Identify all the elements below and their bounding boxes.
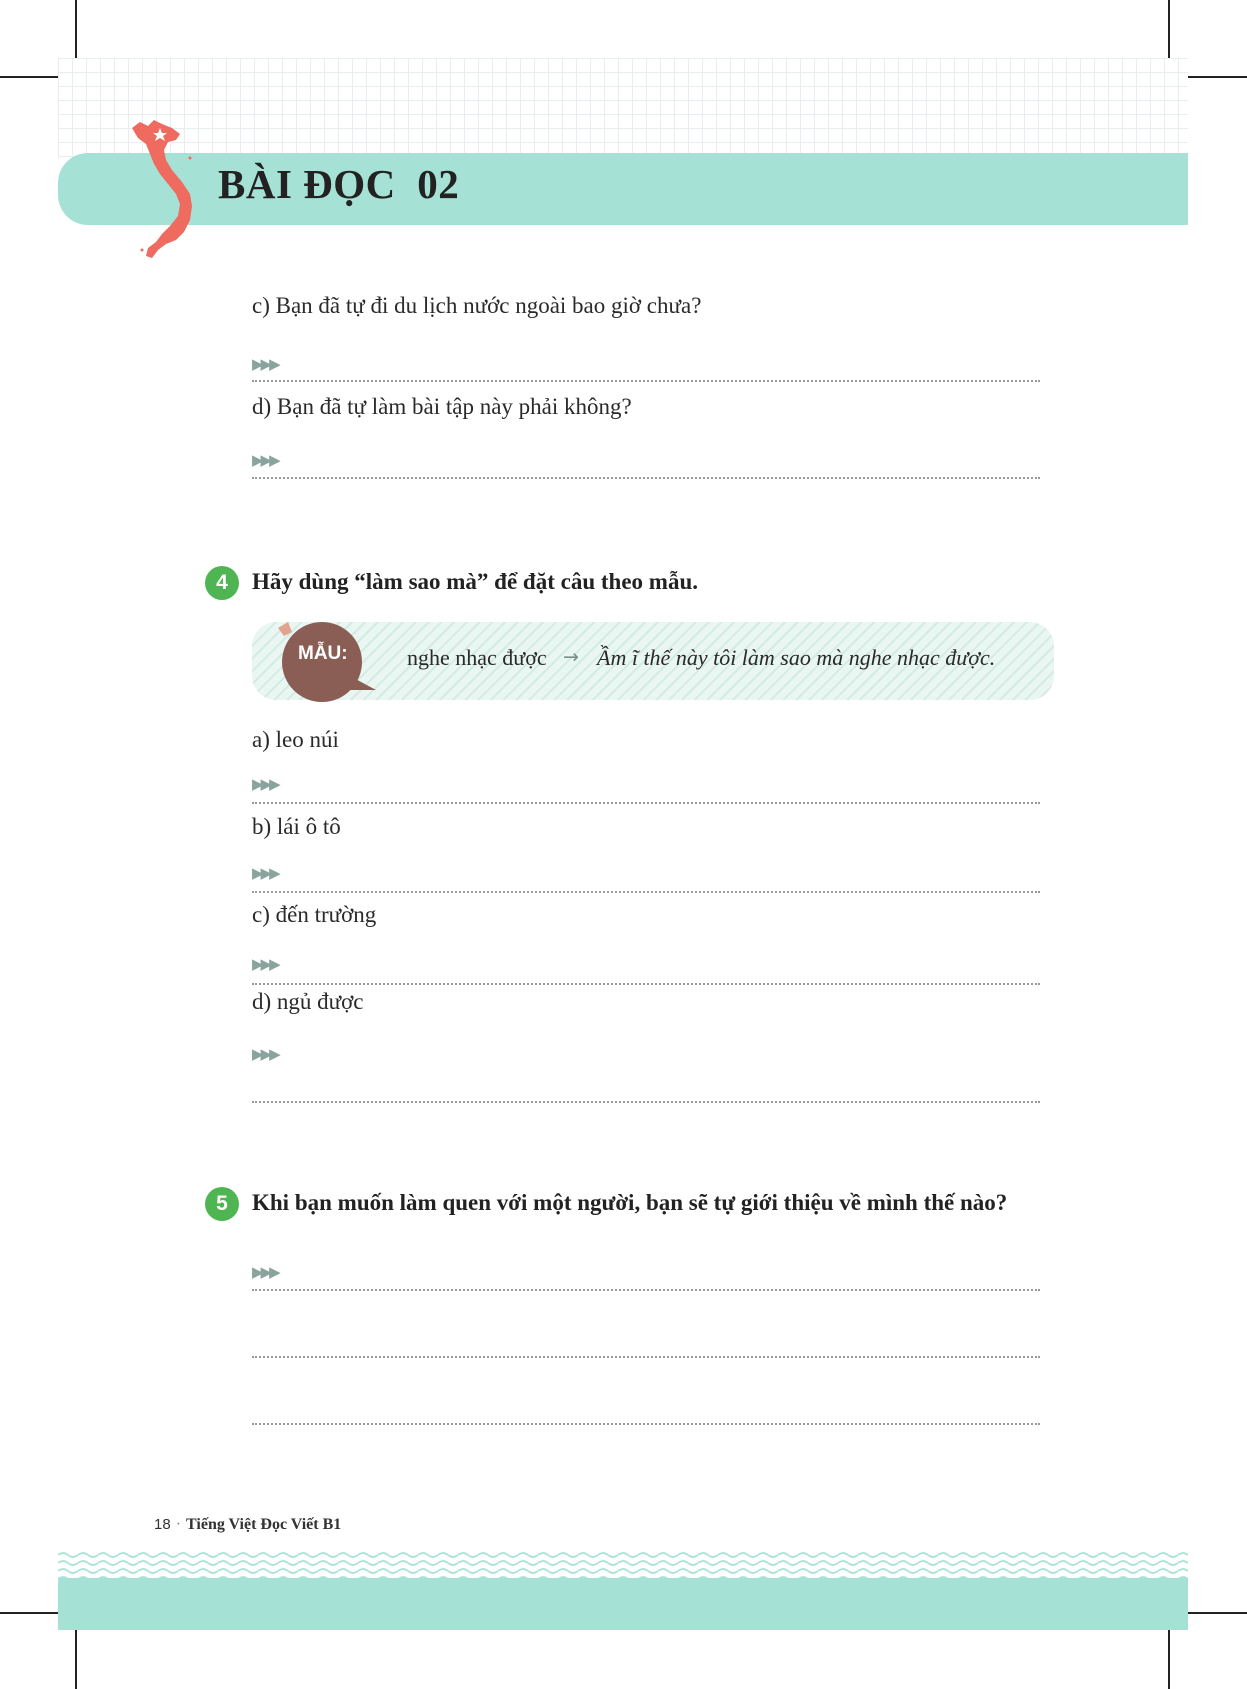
crop-mark [0, 1612, 58, 1614]
example-answer: Ầm ĩ thế này tôi làm sao mà nghe nhạc được. [597, 645, 996, 670]
page-footer [154, 1516, 341, 1534]
book-title: Tiếng Việt Đọc Viết B1 [186, 1516, 342, 1533]
answer-marker-icon: ▶▶▶ [252, 1263, 278, 1281]
exercise-4-title: Hãy dùng “làm sao mà” để đặt câu theo mẫu. [252, 569, 698, 594]
answer-marker-icon: ▶▶▶ [252, 955, 278, 973]
example-cue: nghe nhạc được [407, 645, 547, 670]
answer-marker-icon: ▶▶▶ [252, 355, 278, 373]
question-c: c) Bạn đã tự đi du lịch nước ngoài bao giờ chưa? [252, 293, 702, 318]
footer-wave-decoration [58, 1550, 1188, 1580]
question-d: d) Bạn đã tự làm bài tập này phải không? [252, 394, 632, 419]
exercise-number-badge: 5 [205, 1187, 239, 1221]
exercise-number-badge: 4 [205, 566, 239, 600]
answer-line[interactable] [252, 1423, 1040, 1425]
crop-mark [1188, 1612, 1247, 1614]
answer-marker-icon: ▶▶▶ [252, 775, 278, 793]
item-d: d) ngủ được [252, 989, 364, 1014]
crop-mark [1168, 0, 1170, 58]
item-a: a) leo núi [252, 727, 339, 752]
answer-marker-icon: ▶▶▶ [252, 1045, 278, 1063]
vietnam-map-icon [128, 118, 208, 264]
answer-line[interactable] [252, 983, 1040, 985]
answer-line[interactable] [252, 380, 1040, 382]
answer-marker-icon: ▶▶▶ [252, 451, 278, 469]
exercise-5-title: Khi bạn muốn làm quen với một người, bạn sẽ tự giới thiệu về mình thế nào? [252, 1190, 1008, 1215]
answer-marker-icon: ▶▶▶ [252, 864, 278, 882]
crop-mark [1168, 1630, 1170, 1689]
answer-line[interactable] [252, 1101, 1040, 1103]
page-title: BÀI ĐỌC 02 [218, 161, 460, 207]
item-b: b) lái ô tô [252, 814, 341, 839]
crop-mark [0, 76, 58, 78]
crop-mark [75, 0, 77, 58]
footer-separator: · [175, 1516, 182, 1533]
answer-line[interactable] [252, 891, 1040, 893]
example-label: MẪU: [298, 643, 348, 664]
answer-line[interactable] [252, 1356, 1040, 1358]
crop-mark [75, 1630, 77, 1689]
header-grid-background [58, 58, 1188, 158]
answer-line[interactable] [252, 477, 1040, 479]
answer-line[interactable] [252, 1289, 1040, 1291]
crop-mark [1188, 76, 1247, 78]
answer-line[interactable] [252, 802, 1040, 804]
footer-band [58, 1578, 1188, 1630]
item-c: c) đến trường [252, 902, 377, 927]
arrow-right-icon: → [563, 646, 579, 668]
page-number: 18 [154, 1516, 171, 1533]
